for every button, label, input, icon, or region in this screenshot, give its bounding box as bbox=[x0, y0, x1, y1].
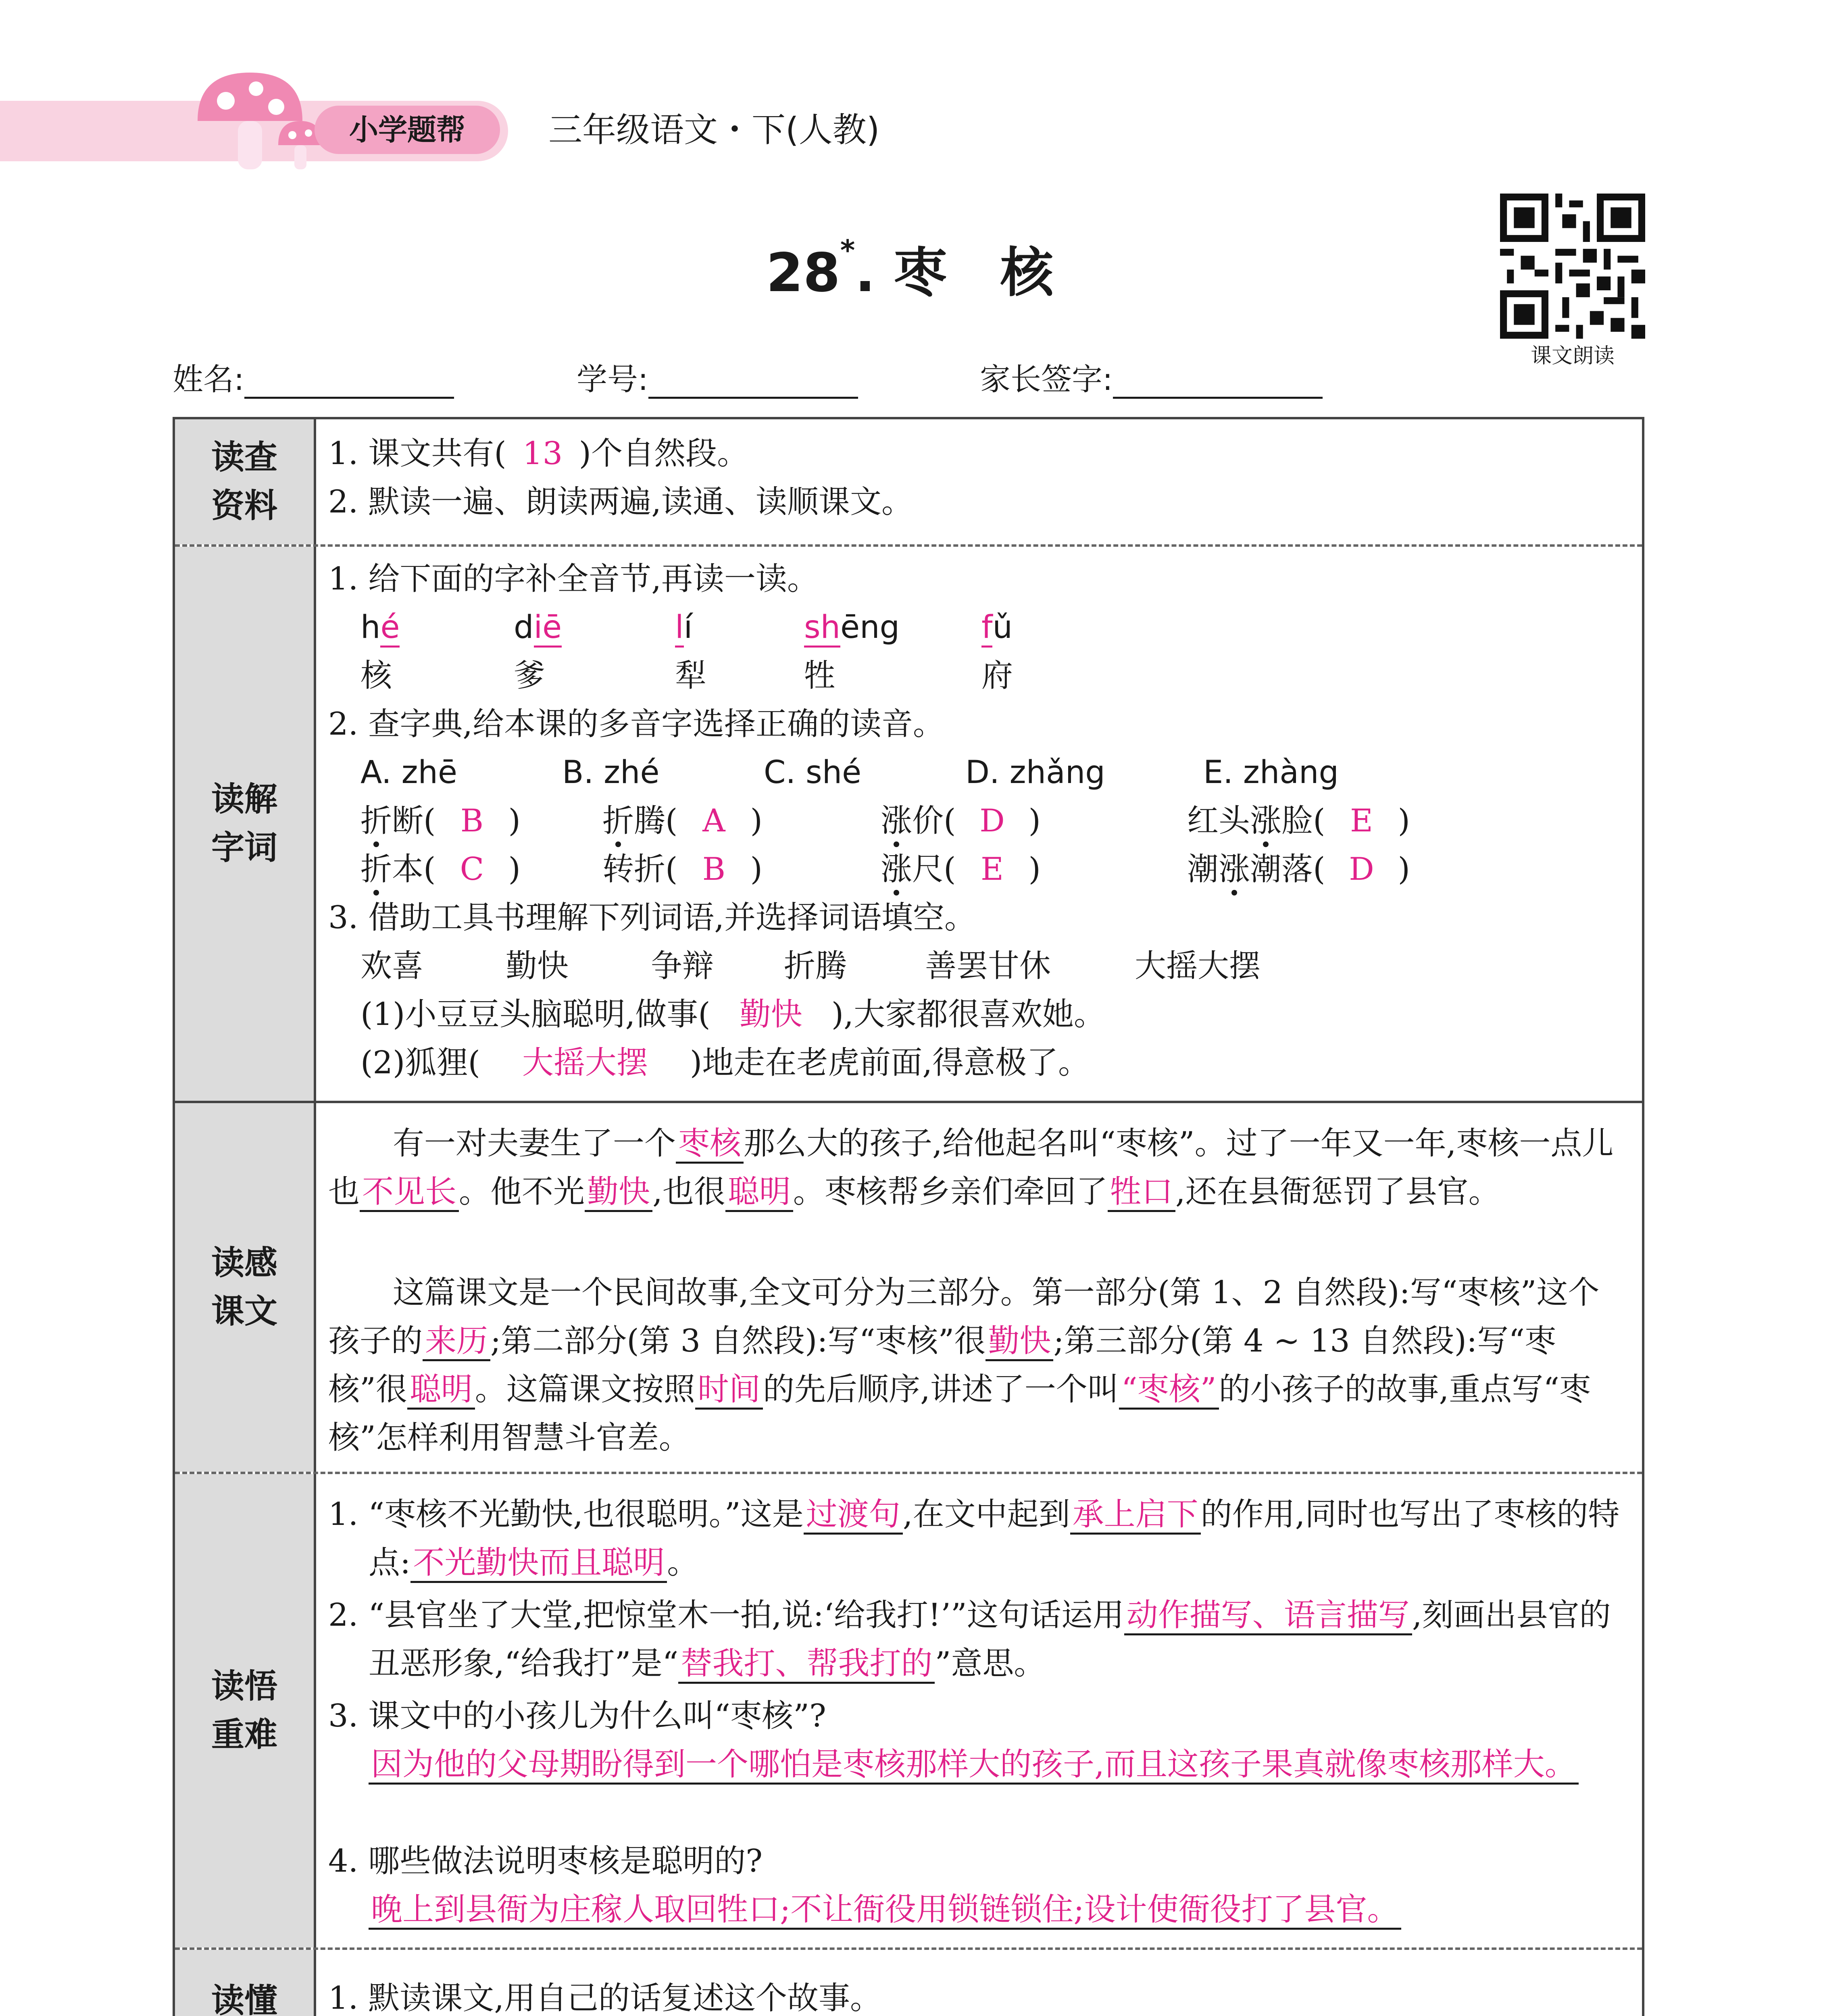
polyphone-answer: D bbox=[1349, 851, 1374, 887]
pinyin-given: ǔ bbox=[992, 609, 1013, 646]
book-title: 三年级语文・下(人教) bbox=[548, 110, 880, 150]
answer-blank: 牲口 bbox=[1108, 1174, 1175, 1212]
vocab-word: 勤快 bbox=[506, 948, 569, 984]
answer-blank: 不见长 bbox=[360, 1174, 459, 1212]
answer-blank: 替我打、帮我打的 bbox=[678, 1645, 935, 1684]
pinyin-syllable bbox=[675, 603, 692, 652]
polyphone-item: 折腾( A ) bbox=[602, 797, 763, 845]
vocab-word: 善罢甘休 bbox=[925, 948, 1051, 984]
text-segment: ,还在县衙惩罚了县官。 bbox=[1175, 1174, 1500, 1210]
section-comprehension bbox=[175, 1101, 1642, 1472]
answer-blank: “枣核” bbox=[1119, 1371, 1219, 1410]
polyphone-answer: C bbox=[460, 851, 484, 887]
answer-blank: 过渡句 bbox=[804, 1496, 903, 1535]
text-segment: 2. “县官坐了大堂,把惊堂木一拍,说:‘给我打!’”这句话运用 bbox=[328, 1597, 1124, 1633]
text-segment: 这篇课文是一个民间故事,全文可分为三部分。第一部分(第 1、2 自然段):写“枣核”这个孩子的 bbox=[328, 1275, 1600, 1359]
pinyin-given: ēng bbox=[840, 609, 900, 646]
pinyin-answer: iē bbox=[534, 609, 562, 648]
section-label: 读感 课文 bbox=[175, 1103, 316, 1472]
pinyin-question: 1. 给下面的字补全音节,再读一读。 bbox=[328, 561, 819, 597]
vocab-word: 大摇大摆 bbox=[1135, 948, 1261, 984]
clever-question: 4. 哪些做法说明枣核是聪明的? bbox=[328, 1843, 763, 1879]
qr-label: 课文朗读 bbox=[1530, 344, 1615, 368]
polyphone-answer: E bbox=[1350, 803, 1373, 839]
section-research bbox=[175, 419, 1642, 544]
text-segment: 有一对夫妻生了一个 bbox=[393, 1125, 676, 1162]
text-segment: 。枣核帮乡亲们牵回了 bbox=[793, 1174, 1108, 1210]
vocab-word: 折腾 bbox=[784, 948, 847, 984]
text-segment: 。这篇课文按照 bbox=[475, 1371, 695, 1408]
paragraph-count-question: 1. 课文共有( 13 )个自然段。 bbox=[328, 429, 748, 478]
vocab-word: 争辩 bbox=[651, 948, 714, 984]
section-label: 读悟 重难 bbox=[175, 1474, 316, 1947]
text-segment: 的作用,同时也写出了枣核的特点: bbox=[369, 1496, 1620, 1581]
description-question bbox=[328, 1591, 1626, 1688]
lesson-title: 28*. 枣 核 bbox=[766, 234, 1054, 304]
method-1: 1. 默读课文,用自己的话复述这个故事。 bbox=[328, 1980, 882, 2016]
answer-blank: 聪明 bbox=[725, 1174, 793, 1212]
fill-blank-1: (1)小豆豆头脑聪明,做事( 勤快 ),大家都很喜欢她。 bbox=[360, 990, 1105, 1039]
pinyin-character: 爹 bbox=[514, 658, 546, 694]
text-segment: ;第三部分(第 4 ~ 13 自然段):写“枣核”很 bbox=[328, 1323, 1556, 1408]
word-question: 3. 借助工具书理解下列词语,并选择词语填空。 bbox=[328, 900, 976, 936]
reading-option: B. zhé bbox=[562, 754, 660, 791]
parent-signature-field[interactable]: 家长签字: bbox=[980, 355, 1323, 399]
answer: 勤快 bbox=[739, 996, 802, 1033]
vocab-word: 欢喜 bbox=[360, 948, 424, 984]
reading-option: E. zhàng bbox=[1203, 754, 1339, 791]
text-segment: 。 bbox=[667, 1545, 699, 1581]
polyphone-answer: B bbox=[702, 851, 726, 887]
summary-paragraph-2 bbox=[328, 1268, 1626, 1462]
section-label: 读懂 bbox=[175, 1950, 316, 2016]
pinyin-answer: sh bbox=[804, 609, 840, 648]
pinyin-answer: l bbox=[675, 609, 684, 648]
transition-question bbox=[328, 1490, 1626, 1587]
clever-answer: 晚上到县衙为庄稼人取回牲口;不让衙役用锁链锁住;设计使衙役打了县官。 bbox=[369, 1885, 1401, 1934]
text-segment: ,也很 bbox=[652, 1174, 725, 1210]
answer: 大摇大摆 bbox=[522, 1045, 648, 1081]
answer-blank: 勤快 bbox=[585, 1174, 652, 1212]
polyphone-item: 涨尺( E ) bbox=[881, 845, 1041, 893]
answer: 13 bbox=[523, 435, 563, 472]
polyphone-answer: B bbox=[460, 803, 484, 839]
pinyin-character: 牲 bbox=[804, 658, 836, 694]
answer-blank: 时间 bbox=[695, 1371, 763, 1410]
answer-blank: 承上启下 bbox=[1070, 1496, 1201, 1535]
text-segment: 1. “枣核不光勤快,也很聪明。”这是 bbox=[328, 1496, 804, 1533]
text-segment: 。他不光 bbox=[459, 1174, 585, 1210]
section-label: 读查 资料 bbox=[175, 419, 316, 544]
fill-blank-2: (2)狐狸( 大摇大摆 )地走在老虎前面,得意极了。 bbox=[360, 1039, 1090, 1087]
pinyin-given: h bbox=[360, 609, 381, 646]
text-segment: ,刻画出县官的丑恶形象,“给我打”是“ bbox=[369, 1597, 1611, 1682]
pinyin-character: 府 bbox=[981, 658, 1013, 694]
pinyin-syllable bbox=[981, 603, 1013, 652]
polyphone-question: 2. 查字典,给本课的多音字选择正确的读音。 bbox=[328, 706, 945, 742]
answer-blank: 勤快 bbox=[986, 1323, 1053, 1361]
answer-blank: 聪明 bbox=[407, 1371, 475, 1410]
pinyin-given: í bbox=[683, 609, 693, 646]
section-vocabulary bbox=[175, 544, 1642, 1101]
reading-option: A. zhē bbox=[360, 754, 457, 791]
answer-blank: 动作描写、语言描写 bbox=[1124, 1597, 1412, 1635]
polyphone-answer: A bbox=[702, 803, 725, 839]
reading-option: C. shé bbox=[764, 754, 862, 791]
name-field[interactable]: 姓名: bbox=[173, 355, 454, 399]
pinyin-character: 核 bbox=[360, 658, 392, 694]
polyphone-item: 折断( B ) bbox=[360, 797, 521, 845]
answer-blank: 不光勤快而且聪明 bbox=[410, 1545, 667, 1583]
text-segment: 那么大的孩子,给他起名叫“枣核”。过了一年又一年,枣核一点儿也 bbox=[328, 1125, 1614, 1210]
polyphone-item: 折本( C ) bbox=[360, 845, 521, 893]
answer-blank: 枣核 bbox=[676, 1125, 744, 1164]
text-segment: ;第二部分(第 3 自然段):写“枣核”很 bbox=[490, 1323, 986, 1359]
answer-blank: 来历 bbox=[423, 1323, 490, 1361]
summary-paragraph-1 bbox=[328, 1119, 1626, 1216]
pinyin-syllable bbox=[804, 603, 900, 652]
pinyin-syllable bbox=[514, 603, 562, 652]
text-segment: ”意思。 bbox=[935, 1645, 1046, 1682]
polyphone-item: 红头涨脸( E ) bbox=[1187, 797, 1410, 845]
pinyin-answer: f bbox=[981, 609, 992, 648]
pinyin-syllable bbox=[360, 603, 400, 652]
polyphone-item: 转折( B ) bbox=[602, 845, 763, 893]
reading-instruction: 2. 默读一遍、朗读两遍,读通、读顺课文。 bbox=[328, 484, 913, 520]
section-key-points bbox=[175, 1472, 1642, 1947]
pinyin-answer: é bbox=[380, 609, 400, 648]
name-question: 3. 课文中的小孩儿为什么叫“枣核”? bbox=[328, 1698, 826, 1734]
section-methods bbox=[175, 1947, 1642, 2016]
worksheet-table bbox=[173, 417, 1644, 2016]
student-id-field[interactable]: 学号: bbox=[577, 355, 858, 399]
polyphone-item: 潮涨潮落( D ) bbox=[1187, 845, 1410, 893]
section-label: 读解 字词 bbox=[175, 547, 316, 1101]
name-answer: 因为他的父母期盼得到一个哪怕是枣核那样大的孩子,而且这孩子果真就像枣核那样大。 bbox=[328, 1740, 1626, 1789]
series-tag: 小学题帮 bbox=[315, 106, 500, 154]
pinyin-given: d bbox=[514, 609, 534, 646]
polyphone-answer: D bbox=[979, 803, 1005, 839]
text-segment: ,在文中起到 bbox=[902, 1496, 1070, 1533]
text-segment: 的小孩子的故事,重点写“枣核”怎样利用智慧斗官差。 bbox=[328, 1371, 1591, 1456]
pinyin-character: 犁 bbox=[675, 658, 707, 694]
polyphone-item: 涨价( D ) bbox=[881, 797, 1041, 845]
polyphone-answer: E bbox=[980, 851, 1004, 887]
text-segment: 的先后顺序,讲述了一个叫 bbox=[763, 1371, 1119, 1408]
reading-option: D. zhǎng bbox=[965, 754, 1105, 791]
qr-code-icon[interactable] bbox=[1500, 194, 1645, 339]
